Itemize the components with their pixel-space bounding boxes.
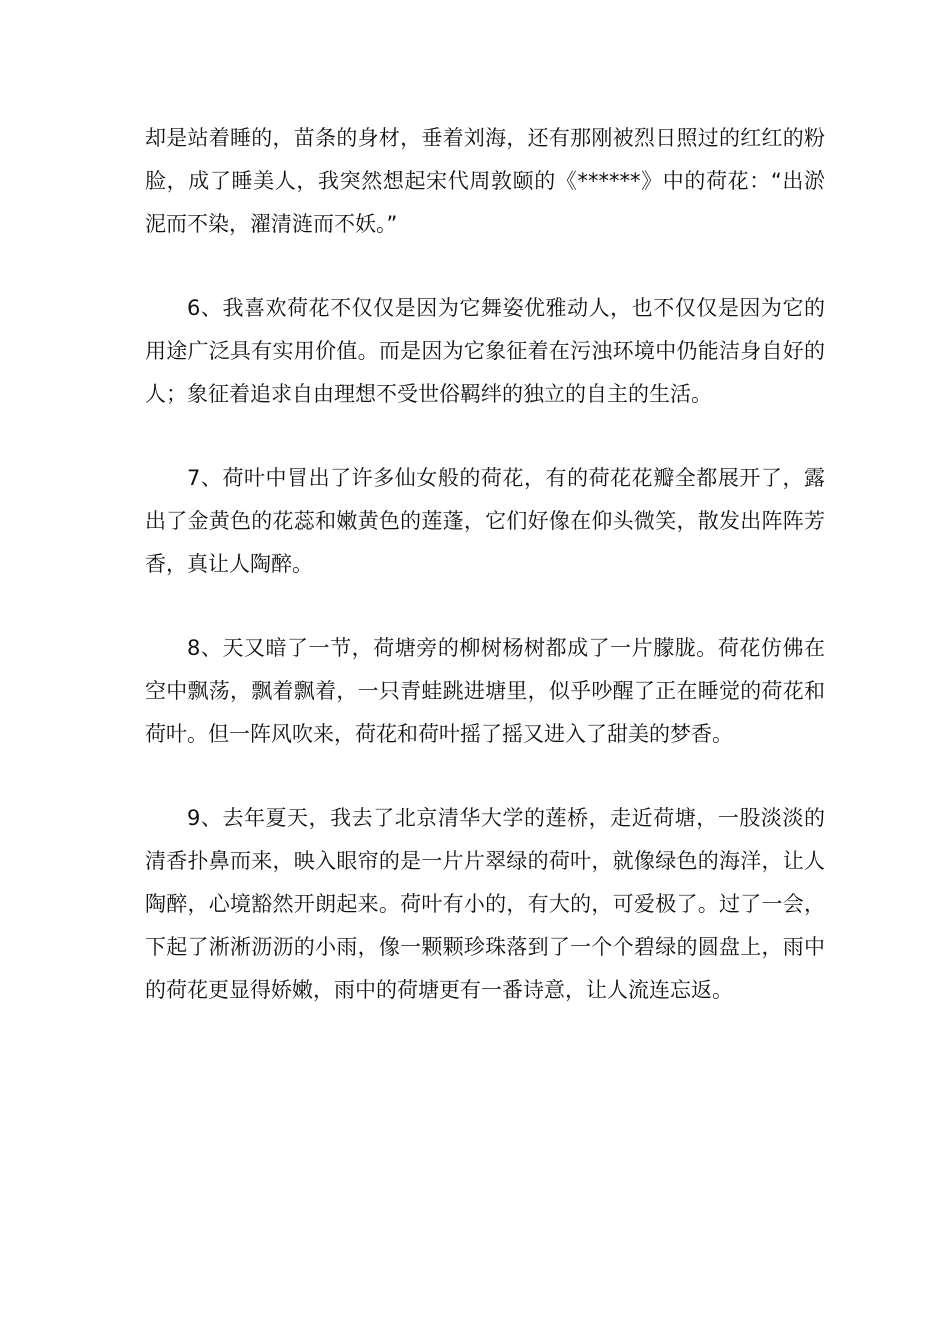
paragraph-7: 7、荷叶中冒出了许多仙女般的荷花，有的荷花花瓣全都展开了，露出了金黄色的花蕊和嫩黄色的莲蓬，它们好像在仰头微笑，散发出阵阵芳香，真让人陶醉。	[145, 466, 825, 576]
document-body	[145, 117, 825, 1053]
paragraph-9: 9、去年夏天，我去了北京清华大学的莲桥，走近荷塘，一股淡淡的清香扑鼻而来，映入眼帘的是一片片翠绿的荷叶，就像绿色的海洋，让人陶醉，心境豁然开朗起来。荷叶有小的，有大的，可爱极了。过了一会，下起了淅淅沥沥的小雨，像一颗颗珍珠落到了一个个碧绿的圆盘上，雨中的荷花更显得娇嫩，雨中的荷塘更有一番诗意，让人流连忘返。	[145, 806, 825, 1002]
paragraph-8: 8、天又暗了一节，荷塘旁的柳树杨树都成了一片朦胧。荷花仿佛在空中飘荡，飘着飘着，一只青蛙跳进塘里，似乎吵醒了正在睡觉的荷花和荷叶。但一阵风吹来，荷花和荷叶摇了摇又进入了甜美的梦香。	[145, 636, 825, 746]
paragraph-6: 6、我喜欢荷花不仅仅是因为它舞姿优雅动人，也不仅仅是因为它的用途广泛具有实用价值。而是因为它象征着在污浊环境中仍能洁身自好的人；象征着追求自由理想不受世俗羁绊的独立的自主的生活。	[145, 296, 825, 406]
paragraph-continued: 却是站着睡的，苗条的身材，垂着刘海，还有那刚被烈日照过的红红的粉脸，成了睡美人，我突然想起宋代周敦颐的《******》中的荷花：“出淤泥而不染，濯清涟而不妖。”	[145, 126, 825, 236]
